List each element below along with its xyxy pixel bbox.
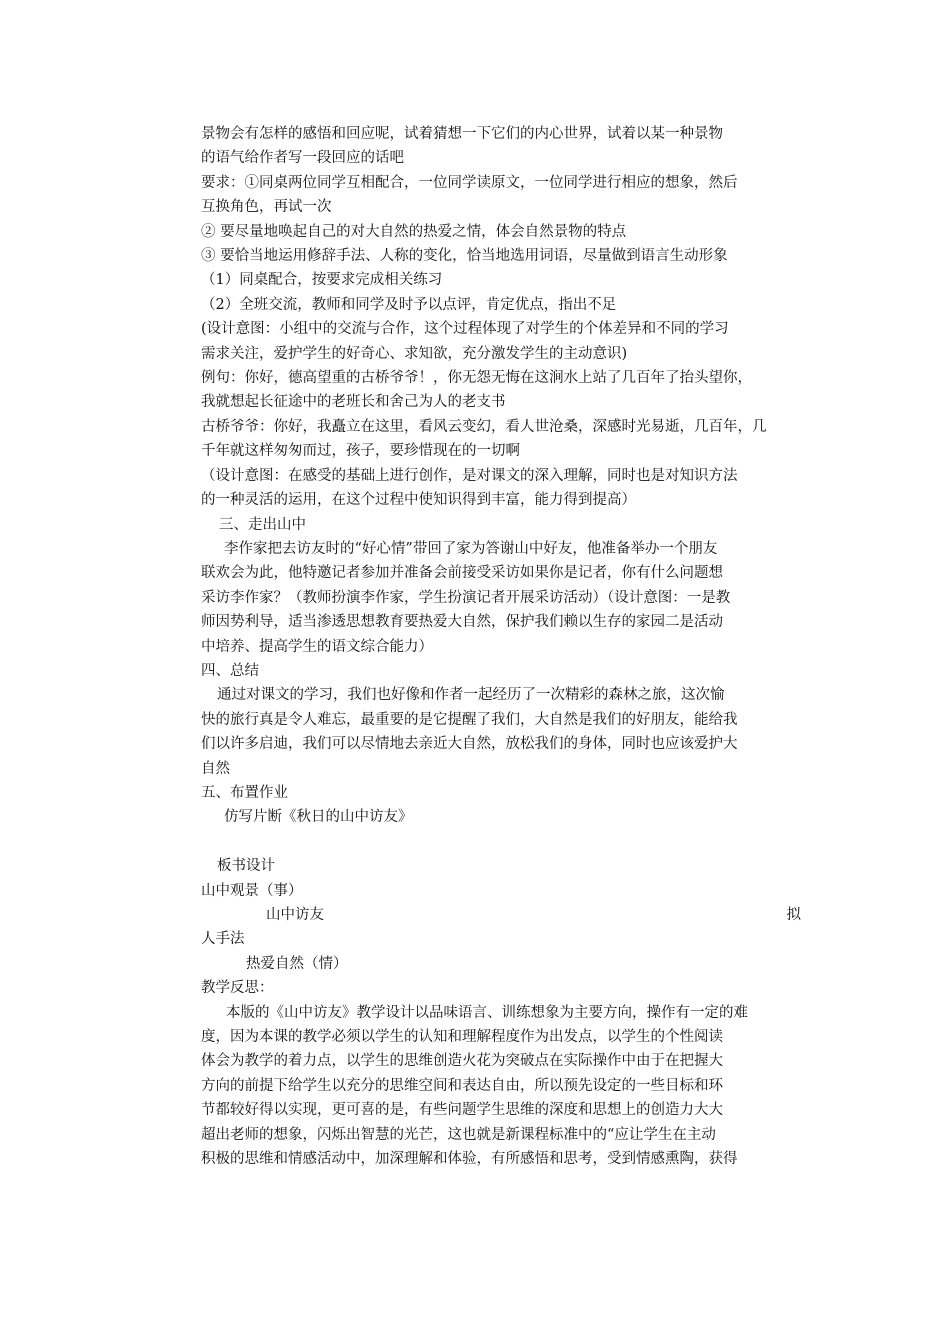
text-line: 师因势利导，适当渗透思想教育要热爱大自然，保护我们赖以生存的家园二是活动 [201, 614, 723, 631]
text-line: 的语气给作者写一段回应的话吧 [201, 150, 404, 167]
text-line: 千年就这样匆匆而过，孩子，要珍惜现在的一切啊 [201, 443, 520, 460]
board-line: 山中观景（事） [201, 882, 303, 899]
example-sentence: 例句：你好，德高望重的古桥爷爷！，你无怨无悔在这涧水上站了几百年了抬头望你， [201, 370, 752, 387]
text-line: 互换角色，再试一次 [201, 199, 332, 216]
reflection-line: 节都较好得以实现，更可喜的是，有些问题学生思维的深度和思想上的创造力大大 [201, 1102, 723, 1119]
reflection-heading: 教学反思： [201, 980, 274, 997]
text-line: 采访李作家？（教师扮演李作家，学生扮演记者开展采访活动）（设计意图：一是教 [201, 589, 731, 606]
text-line: 们以许多启迪，我们可以尽情地去亲近大自然，放松我们的身体，同时也应该爱护大 [201, 736, 738, 753]
requirement-item: ③ 要恰当地运用修辞手法、人称的变化，恰当地选用词语，尽量做到语言生动形象 [201, 248, 728, 265]
reflection-line: 度，因为本课的教学必须以学生的认知和理解程度作为出发点，以学生的个性阅读 [201, 1029, 723, 1045]
board-center-text: 山中访友 [266, 906, 324, 923]
board-right-text: 拟 [786, 906, 801, 923]
text-line: 自然 [201, 760, 230, 777]
paragraph-start: 通过对课文的学习，我们也好像和作者一起经历了一次精彩的森林之旅，这次愉 [217, 687, 725, 704]
homework-item: 仿写片断《秋日的山中访友》 [224, 809, 413, 826]
example-reply: 古桥爷爷：你好，我矗立在这里，看风云变幻，看人世沧桑，深感时光易逝，几百年，几 [201, 418, 767, 435]
text-line: 我就想起长征途中的老班长和舍己为人的老支书 [201, 394, 506, 411]
reflection-line: 积极的思维和情感活动中，加深理解和体验，有所感悟和思考，受到情感熏陶，获得 [201, 1151, 738, 1168]
design-intent: （设计意图：在感受的基础上进行创作，是对课文的深入理解，同时也是对知识方法 [201, 467, 738, 484]
text-line: 景物会有怎样的感悟和回应呢，试着猜想一下它们的内心世界，试着以某一种景物 [201, 126, 723, 142]
text-line: 联欢会为此，他特邀记者参加并准备会前接受采访如果你是记者，你有什么问题想 [201, 565, 723, 582]
section-heading: 五、布置作业 [201, 784, 288, 801]
text-line: 快的旅行真是令人难忘，最重要的是它提醒了我们，大自然是我们的好朋友，能给我 [201, 711, 738, 728]
board-center-row [201, 903, 811, 927]
board-line: 人手法 [201, 931, 245, 948]
requirement-item: ② 要尽量地唤起自己的对大自然的热爱之情，体会自然景物的特点 [201, 223, 627, 240]
board-design-title: 板书设计 [217, 858, 275, 875]
section-heading: 四、总结 [201, 662, 259, 679]
text-line: 需求关注，爱护学生的好奇心、求知欲，充分激发学生的主动意识) [201, 345, 628, 362]
reflection-line: 超出老师的想象，闪烁出智慧的光芒，这也就是新课程标准中的“应让学生在主动 [201, 1126, 716, 1143]
design-intent: (设计意图：小组中的交流与合作，这个过程体现了对学生的个体差异和不同的学习 [201, 321, 729, 338]
step-item: （2）全班交流，教师和同学及时予以点评，肯定优点，指出不足 [201, 296, 617, 313]
board-line: 热爱自然（情） [246, 955, 348, 972]
text-line: 的一种灵活的运用，在这个过程中使知识得到丰富，能力得到提高） [201, 492, 636, 509]
section-heading: 三、走出山中 [219, 516, 306, 533]
paragraph-start: 李作家把去访友时的“好心情”带回了家为答谢山中好友，他准备举办一个朋友 [224, 540, 718, 557]
document-body [201, 122, 811, 1171]
reflection-line: 方向的前提下给学生以充分的思维空间和表达自由，所以预先设定的一些目标和环 [201, 1077, 723, 1094]
text-line: 中培养、提高学生的语文综合能力） [201, 638, 433, 655]
reflection-line: 本版的《山中访友》教学设计以品味语言、训练想象为主要方向，操作有一定的难 [226, 1004, 748, 1021]
step-item: （1）同桌配合，按要求完成相关练习 [201, 272, 443, 289]
blank-line [201, 830, 811, 854]
requirements-line: 要求：①同桌两位同学互相配合，一位同学读原文，一位同学进行相应的想象，然后 [201, 174, 738, 191]
reflection-line: 体会为教学的着力点，以学生的思维创造火花为突破点在实际操作中由于在把握大 [201, 1053, 723, 1070]
